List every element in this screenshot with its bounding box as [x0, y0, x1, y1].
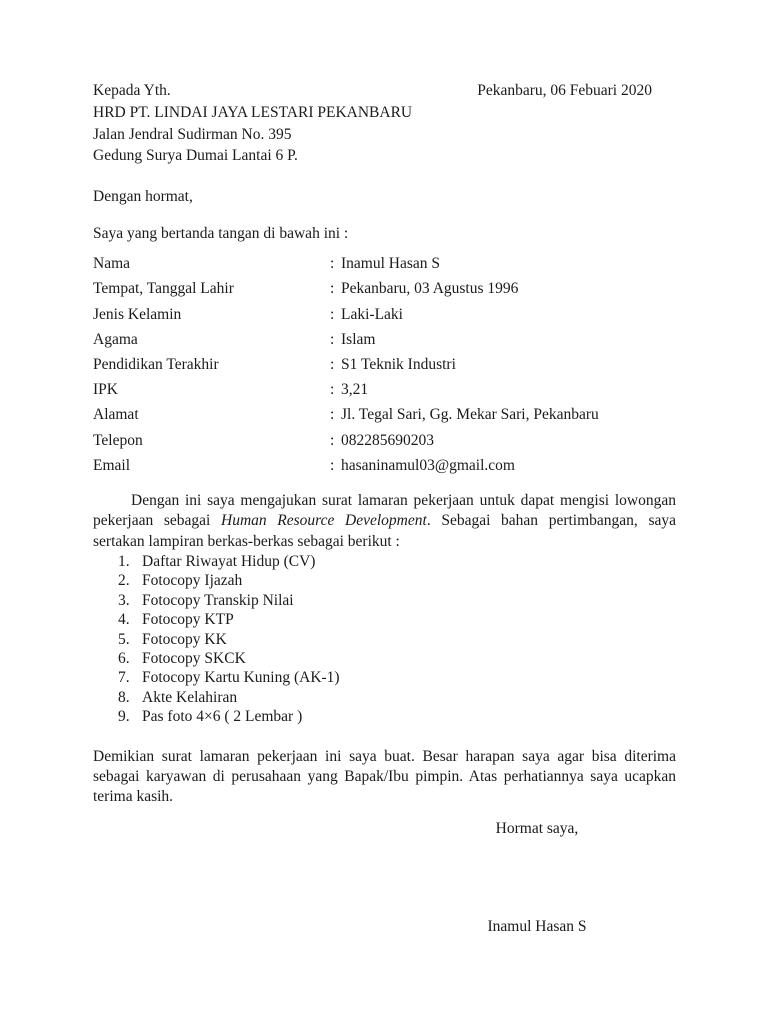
- attachment-item: [93, 707, 676, 726]
- attachment-list: [93, 552, 676, 727]
- detail-label: Telepon: [93, 431, 143, 449]
- intro-line: Saya yang bertanda tangan di bawah ini :: [93, 225, 349, 243]
- detail-row-ttl: [93, 276, 676, 301]
- attachment-number: 1.: [118, 552, 130, 570]
- detail-separator: :: [330, 456, 335, 474]
- detail-value: hasaninamul03@gmail.com: [341, 456, 515, 474]
- attachment-number: 7.: [118, 669, 130, 687]
- paragraph-text-before: Dengan ini saya mengajukan surat lamaran pekerjaan untuk dapat mengisi lowongan pekerjaan sebagai: [93, 492, 676, 530]
- paragraph-text-after: . Sebagai bahan pertimbangan, saya sertakan lampiran berkas-berkas sebagai berikut :: [93, 512, 676, 550]
- detail-label: Tempat, Tanggal Lahir: [93, 280, 234, 298]
- detail-separator: :: [330, 305, 335, 323]
- attachment-item: [93, 552, 676, 571]
- detail-row-jenis-kelamin: [93, 302, 676, 327]
- detail-row-agama: [93, 327, 676, 352]
- attachment-number: 5.: [118, 630, 130, 648]
- detail-separator: :: [330, 330, 335, 348]
- application-paragraph: [93, 491, 676, 552]
- attachment-item: [93, 688, 676, 707]
- attachment-text: Fotocopy Transkip Nilai: [142, 591, 294, 609]
- attachment-item: [93, 591, 676, 610]
- detail-separator: :: [330, 255, 335, 273]
- attachment-text: Fotocopy SKCK: [142, 649, 246, 667]
- attachment-number: 6.: [118, 649, 130, 667]
- recipient-address-line1: Jalan Jendral Sudirman No. 395: [93, 125, 292, 143]
- attachment-item: [93, 630, 676, 649]
- detail-label: Jenis Kelamin: [93, 305, 182, 323]
- detail-separator: :: [330, 381, 335, 399]
- attachment-text: Fotocopy Kartu Kuning (AK-1): [142, 669, 340, 687]
- detail-value: Laki-Laki: [341, 305, 403, 323]
- attachment-item: [93, 571, 676, 590]
- detail-row-alamat: [93, 402, 676, 427]
- detail-label: Alamat: [93, 406, 139, 424]
- attachment-text: Fotocopy KTP: [142, 611, 234, 629]
- attachment-number: 4.: [118, 611, 130, 629]
- signoff-block: [427, 819, 647, 937]
- signature-name: Inamul Hasan S: [487, 918, 587, 936]
- attachment-text: Akte Kelahiran: [142, 688, 238, 706]
- detail-value: Islam: [341, 330, 376, 348]
- detail-row-pendidikan: [93, 352, 676, 377]
- attachment-item: [93, 610, 676, 629]
- dateline: Pekanbaru, 06 Febuari 2020: [477, 82, 652, 99]
- personal-details: [93, 251, 676, 478]
- letter-header: [93, 80, 676, 167]
- detail-label: Email: [93, 456, 131, 474]
- detail-separator: :: [330, 356, 335, 373]
- closing-paragraph: Demikian surat lamaran pekerjaan ini saya buat. Besar harapan saya agar bisa diterima sebagai karyawan di perusahaan yang Bapak/Ibu pimpin. Atas perhatiannya saya ucapkan terima kasih.: [93, 747, 676, 806]
- detail-value: 082285690203: [341, 431, 434, 449]
- detail-value: Jl. Tegal Sari, Gg. Mekar Sari, Pekanbaru: [341, 406, 599, 424]
- detail-separator: :: [330, 431, 335, 449]
- recipient-salutation: Kepada Yth.: [93, 82, 171, 99]
- attachment-number: 8.: [118, 688, 130, 706]
- header-row: [93, 80, 676, 102]
- recipient-address-line2: Gedung Surya Dumai Lantai 6 P.: [93, 147, 298, 165]
- attachment-text: Fotocopy Ijazah: [142, 572, 243, 590]
- attachment-number: 2.: [118, 572, 130, 590]
- detail-label: Agama: [93, 330, 138, 348]
- detail-value: S1 Teknik Industri: [341, 356, 456, 373]
- attachment-number: 9.: [118, 708, 130, 726]
- attachment-item: [93, 649, 676, 668]
- detail-value: Inamul Hasan S: [341, 255, 441, 273]
- attachment-number: 3.: [118, 591, 130, 609]
- detail-row-ipk: [93, 377, 676, 402]
- detail-label: IPK: [93, 381, 118, 399]
- detail-separator: :: [330, 280, 335, 298]
- detail-row-telepon: [93, 428, 676, 453]
- attachment-text: Fotocopy KK: [142, 630, 227, 648]
- attachment-text: Pas foto 4×6 ( 2 Lembar ): [142, 708, 303, 726]
- detail-value: Pekanbaru, 03 Agustus 1996: [341, 280, 519, 298]
- detail-value: 3,21: [341, 381, 369, 399]
- attachment-item: [93, 668, 676, 687]
- attachment-text: Daftar Riwayat Hidup (CV): [142, 552, 316, 570]
- signoff: Hormat saya,: [495, 820, 579, 838]
- detail-label: Nama: [93, 255, 131, 273]
- detail-separator: :: [330, 406, 335, 424]
- detail-label: Pendidikan Terakhir: [93, 356, 219, 373]
- detail-row-email: [93, 453, 676, 478]
- detail-row-nama: [93, 251, 676, 276]
- position-title-italic: Human Resource Development: [221, 512, 427, 530]
- greeting: Dengan hormat,: [93, 188, 193, 206]
- recipient-company: HRD PT. LINDAI JAYA LESTARI PEKANBARU: [93, 103, 413, 121]
